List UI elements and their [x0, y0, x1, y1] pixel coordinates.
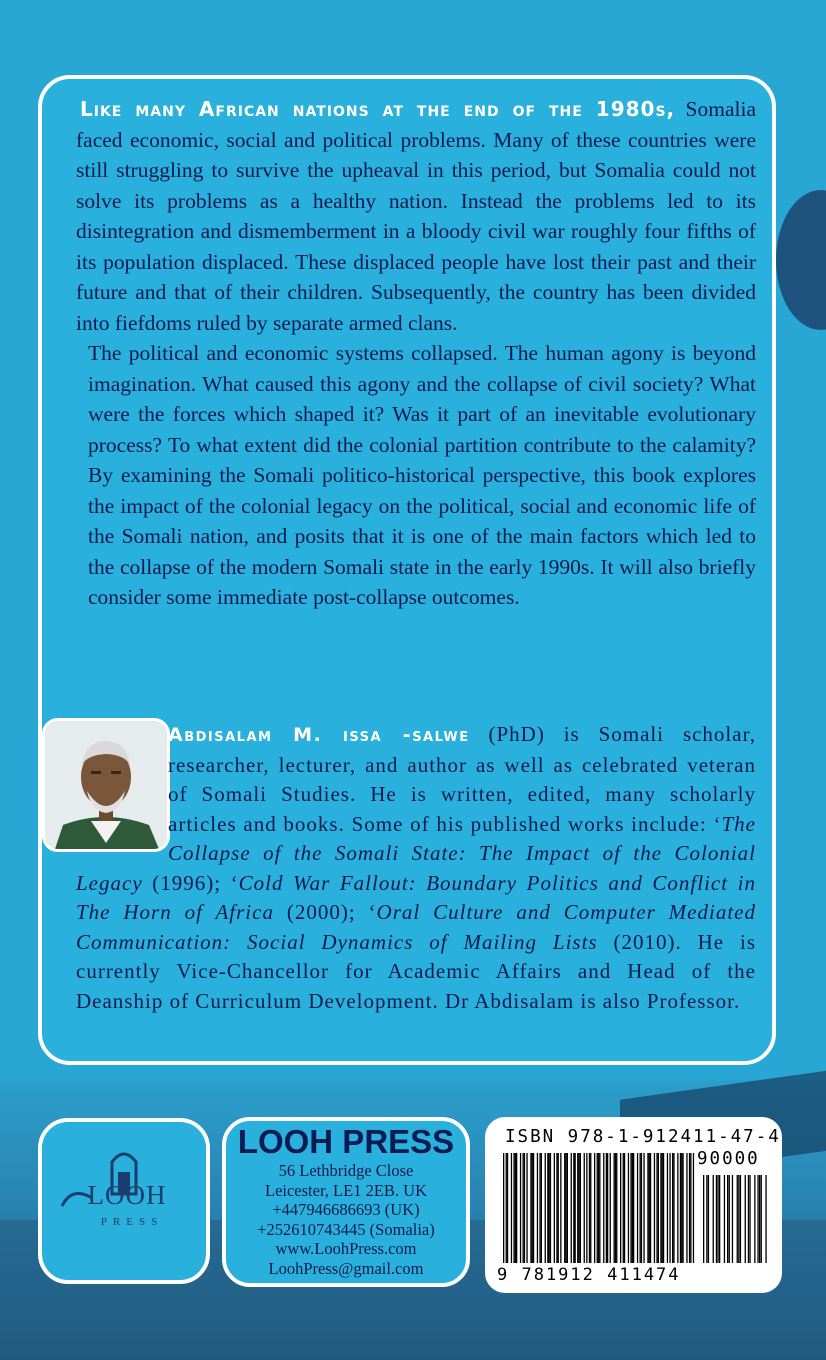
bio-text-3: (2000); ‘	[273, 900, 377, 924]
publisher-phone-uk: +447946686693 (UK)	[272, 1200, 420, 1219]
bio-text-1: (PhD) is Somali scholar, researcher, lecturer, and author as well as celebrated veteran of Somali Studies. He is written, edited, many scholarly articles and books. Some of his published works include: ‘	[168, 722, 756, 836]
publisher-address-1: 56 Lethbridge Close	[278, 1161, 414, 1180]
background-figure-shape	[776, 190, 826, 330]
publisher-logo-box	[38, 1118, 210, 1284]
publisher-phone-somalia: +252610743445 (Somalia)	[257, 1219, 435, 1239]
book-blurb	[76, 94, 756, 613]
bio-work-1: The Collapse of the Somali State: The Impact of the Colonial Legacy	[76, 811, 756, 895]
publisher-website[interactable]: www.LoohPress.com	[275, 1239, 417, 1258]
blurb-paragraph-2: The political and economic systems collapsed. The human agony is beyond imagination. What caused this agony and the collapse of civil society? What were the forces which shaped it? Was it part of an inevitable evolutionary process? To what extent did the colonial partition contribute to the calamity? By examining the Somali politico-historical perspective, this book explores the impact of the colonial legacy on the political, social and economic life of the Somali nation, and posits that it is one of the main factors which led to the collapse of the modern Somali state in the early 1990s. It will also briefly consider some immediate post-collapse outcomes.	[88, 341, 756, 609]
photo-spacer	[68, 720, 168, 868]
barcode-box	[485, 1117, 782, 1293]
barcode-addon-text: 90000	[697, 1149, 760, 1169]
bio-work-2: Cold War Fallout: Boundary Politics and Conflict in The Horn of Africa	[76, 870, 756, 924]
logo-wordmark: LOOH	[87, 1180, 167, 1210]
publisher-name: LOOH PRESS	[237, 1123, 455, 1160]
publisher-email[interactable]: LoohPress@gmail.com	[268, 1258, 424, 1278]
bio-text-4: (2010). He is currently Vice-Chancellor for Academic Affairs and Head of the Deanship of Curriculum Development. Dr Abdisalam is also Professor.	[76, 929, 756, 1013]
blurb-paragraph-1	[76, 94, 756, 338]
logo-subtext: PRESS	[100, 1216, 164, 1228]
author-bio	[76, 720, 756, 1016]
barcode-icon	[495, 1153, 775, 1265]
isbn-text: ISBN 978-1-912411-47-4	[505, 1127, 781, 1147]
bio-work-3: Oral Culture and Computer Mediated Communication: Social Dynamics of Mailing Lists	[76, 900, 756, 954]
publisher-address-2: Leicester, LE1 2EB. UK	[265, 1180, 427, 1200]
author-name: Abdisalam M. issa -salwe	[168, 724, 470, 746]
publisher-info-box	[222, 1117, 470, 1287]
ean-text: 9 781912 411474	[497, 1265, 681, 1285]
blurb-lead: Like many African nations at the end of the 1980s,	[80, 97, 676, 121]
bio-text-2: (1996); ‘	[142, 870, 239, 895]
blurb-paragraph-1-text: Somalia faced economic, social and political problems. Many of these countries were still struggling to survive the upheaval in this period, but Somalia could not solve its problems as a healthy nation. Instead the problems led to its disintegration and dismemberment in a bloody civil war roughly four fifths of its population displaced. These displaced people have lost their past and their future and that of their children. Subsequently, the country has been divided into fiefdoms ruled by separate armed clans.	[76, 97, 757, 335]
